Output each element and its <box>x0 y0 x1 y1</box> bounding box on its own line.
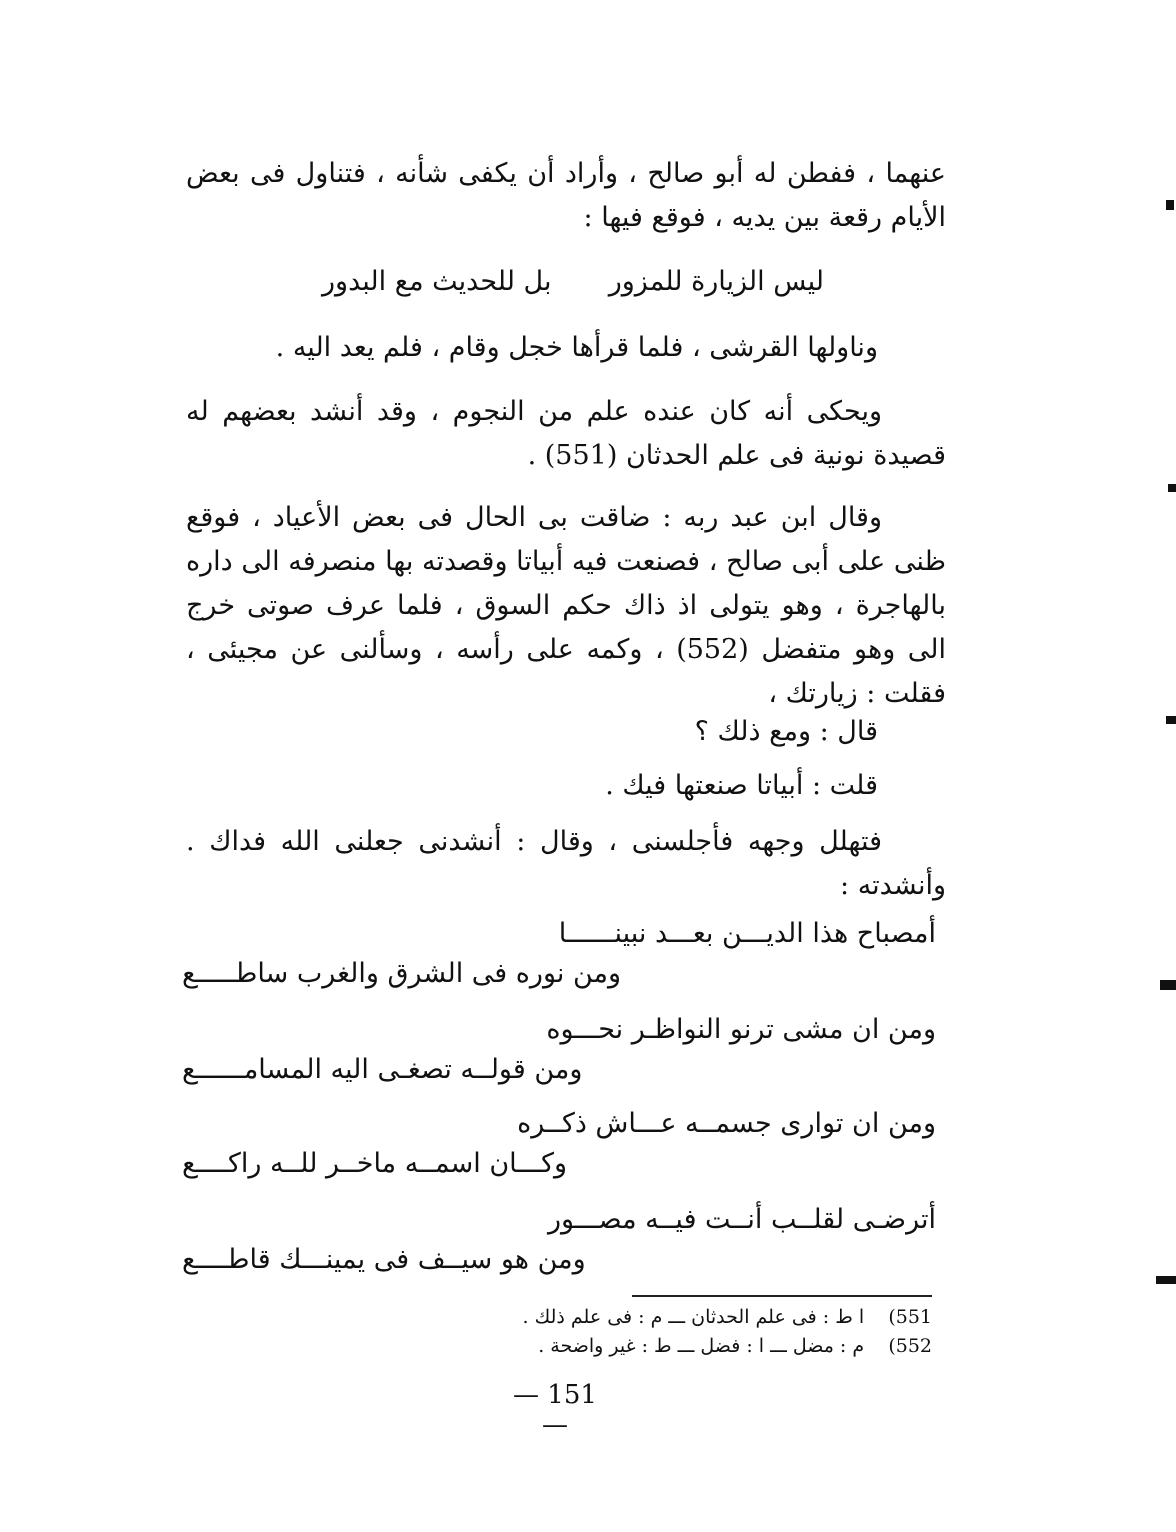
scan-edge-mark <box>1168 484 1176 492</box>
footnote-separator <box>632 1295 932 1297</box>
scan-edge-mark <box>1166 716 1176 724</box>
footnote-text: م : مضل ـــ ا : فضل ـــ ط : غير واضحة . <box>538 1335 865 1357</box>
poem-verse-2-second: ومن قولــه تصغـى اليه المسامــــــع <box>182 1054 583 1085</box>
scan-edge-mark <box>1160 980 1176 990</box>
footnote-text: ا ط : فى علم الحدثان ـــ م : فى علم ذلك . <box>522 1306 865 1328</box>
paragraph-qurashi: وناولها القرشى ، فلما قرأها خجل وقام ، فلم يعد اليه . <box>275 332 878 363</box>
footnote-number: 552) <box>888 1335 932 1357</box>
paragraph-opening: عنهما ، ففطن له أبو صالح ، وأراد أن يكفى شأنه ، فتناول فى بعض الأيام رقعة بين يديه ، فوقع فيها : <box>186 158 946 233</box>
poem-verse-1-second: ومن نوره فى الشرق والغرب ساطـــــع <box>182 958 622 989</box>
page-number: — 151 — <box>513 1380 597 1440</box>
poem-verse-3-second: وكـــان اسمــه ماخــر للــه راكــــع <box>182 1148 568 1179</box>
couplet-first-hemistich: ليس الزيارة للمزور <box>608 266 824 297</box>
poem-verse-4-first: أترضـى لقلــب أنــت فيــه مصـــور <box>547 1204 936 1235</box>
paragraph-recitation: فتهلل وجهه فأجلسنى ، وقال : أنشدنى جعلنى الله فداك . وأنشدته : <box>186 826 946 901</box>
paragraph-astrology: ويحكى أنه كان عنده علم من النجوم ، وقد أنشد بعضهم له قصيدة نونية فى علم الحدثان (551) . <box>186 396 946 471</box>
poem-verse-4-second: ومن هو سيــف فى يمينـــك قاطــــع <box>182 1244 586 1275</box>
footnote-551 <box>523 1304 932 1330</box>
couplet-second-hemistich: بل للحديث مع البدور <box>322 266 552 297</box>
scan-edge-mark <box>1156 1276 1176 1284</box>
paragraph-ibn-abd-rabbih: وقال ابن عبد ربه : ضاقت بى الحال فى بعض الأعياد ، فوقع ظنى على أبى صالح ، فصنعت فيه أبياتا وقصدته بها منصرفه الى داره بالهاجرة ، وهو يتولى اذ ذاك حكم السوق ، فلما عرف صوتى خرج الى وهو متفضل (552) ، وكمه على رأسه ، وسألنى عن مجيئى ، فقلت : زيارتك ، <box>186 502 946 709</box>
footnote-number: 551) <box>888 1306 932 1328</box>
dialogue-answer: قلت : أبياتا صنعتها فيك . <box>605 770 878 801</box>
poem-verse-2-first: ومن ان مشى ترنو النواظـر نحـــوه <box>546 1014 936 1045</box>
poem-verse-3-first: ومن ان توارى جسمــه عـــاش ذكــره <box>517 1108 936 1139</box>
scan-edge-mark <box>1166 200 1174 210</box>
dialogue-question: قال : ومع ذلك ؟ <box>694 716 878 747</box>
poem-verse-1-first: أمصباح هذا الديـــن بعـــد نبينــــــا <box>558 918 936 949</box>
footnote-552 <box>538 1333 932 1359</box>
